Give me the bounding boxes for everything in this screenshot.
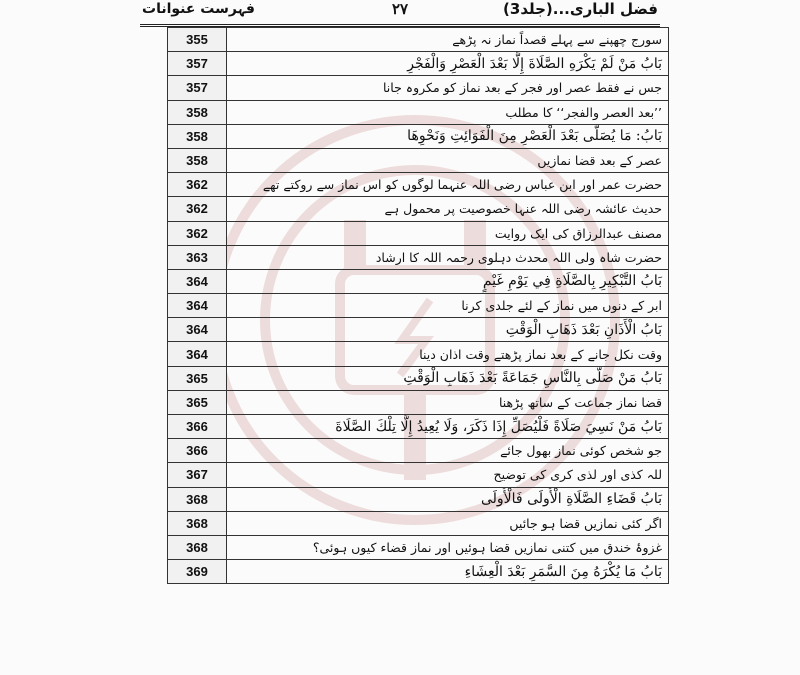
table-row	[168, 342, 669, 366]
contents-table	[167, 27, 669, 584]
page-number-cell: 368	[168, 535, 227, 559]
page-number-cell: 364	[168, 342, 227, 366]
topic-title-cell: حدیث عائشہ رضی اللہ عنہا خصوصیت پر محمول ہے	[227, 197, 669, 221]
topic-title-cell: اگر کئی نمازیں قضا ہو جائیں	[227, 511, 669, 535]
table-row	[168, 245, 669, 269]
topic-title-cell: حضرت عمر اور ابن عباس رضی اللہ عنہما لوگوں کو اس نماز سے روکتے تھے	[227, 173, 669, 197]
page-number-cell: 368	[168, 511, 227, 535]
chapter-heading-cell: بَابُ الْأَذَانِ بَعْدَ ذَهَابِ الْوَقْتِ	[227, 318, 669, 342]
table-row	[168, 221, 669, 245]
page-number-cell: 362	[168, 173, 227, 197]
table-row	[168, 173, 669, 197]
topic-title-cell: سورج چھپنے سے پہلے قصداً نماز نہ پڑھے	[227, 28, 669, 52]
page-number-cell: 364	[168, 294, 227, 318]
page-number-cell: 357	[168, 76, 227, 100]
topic-title-cell: ابر کے دنوں میں نماز کے لئے جلدی کرنا	[227, 294, 669, 318]
page-number-cell: 362	[168, 197, 227, 221]
page-number-cell: 365	[168, 390, 227, 414]
table-row	[168, 197, 669, 221]
topic-title-cell: للہ کذی اور لذی کری کی توضیح	[227, 463, 669, 487]
page-number-cell: 366	[168, 415, 227, 439]
chapter-heading-cell: بَابُ مَنْ لَمْ يَكْرَهِ الصَّلَاةَ إِلَّا بَعْدَ الْعَصْرِ وَالْفَجْرِ	[227, 52, 669, 76]
chapter-heading-cell: بَابُ مَنْ صَلَّى بِالنَّاسِ جَمَاعَةً بَعْدَ ذَهَابِ الْوَقْتِ	[227, 366, 669, 390]
table-row	[168, 366, 669, 390]
page-number-cell: 358	[168, 148, 227, 172]
topic-title-cell: قضا نماز جماعت کے ساتھ پڑھنا	[227, 390, 669, 414]
page-number-cell: 364	[168, 269, 227, 293]
table-row	[168, 124, 669, 148]
table-row	[168, 100, 669, 124]
table-row	[168, 269, 669, 293]
chapter-heading-cell: بَابُ مَا يُكْرَهُ مِنَ السَّمَرِ بَعْدَ الْعِشَاءِ	[227, 560, 669, 584]
chapter-heading-cell: بَابُ مَنْ نَسِيَ صَلَاةً فَلْيُصَلِّ إِذَا ذَكَرَ، وَلَا يُعِيدُ إِلَّا تِلْكَ الصَّلَاةَ	[227, 415, 669, 439]
table-row	[168, 52, 669, 76]
topic-title-cell: عصر کے بعد قضا نمازیں	[227, 148, 669, 172]
book-title: فضل الباری...(جلد3)	[503, 0, 658, 18]
table-row	[168, 148, 669, 172]
topic-title-cell: ’’بعد العصر والفجر‘‘ کا مطلب	[227, 100, 669, 124]
topic-title-cell: وقت نکل جانے کے بعد نماز پڑھتے وقت اذان دینا	[227, 342, 669, 366]
table-row	[168, 463, 669, 487]
page-number-cell: 368	[168, 487, 227, 511]
page-number-cell: 358	[168, 124, 227, 148]
table-row	[168, 294, 669, 318]
page-number-cell: 365	[168, 366, 227, 390]
table-row	[168, 318, 669, 342]
page-number-cell: 364	[168, 318, 227, 342]
page-number-cell: 357	[168, 52, 227, 76]
page-number-cell: 369	[168, 560, 227, 584]
topic-title-cell: مصنف عبدالرزاق کی ایک روایت	[227, 221, 669, 245]
topic-title-cell: حضرت شاہ ولی اللہ محدث دہلوی رحمہ اللہ کا ارشاد	[227, 245, 669, 269]
table-row	[168, 415, 669, 439]
page-number: ۲۷	[391, 0, 409, 18]
page-number-cell: 366	[168, 439, 227, 463]
topic-title-cell: جس نے فقط عصر اور فجر کے بعد نماز کو مکروہ جانا	[227, 76, 669, 100]
table-row	[168, 511, 669, 535]
table-row	[168, 390, 669, 414]
table-row	[168, 28, 669, 52]
topic-title-cell: جو شخص کوئی نماز بھول جائے	[227, 439, 669, 463]
section-title: فہرست عنوانات	[142, 1, 255, 17]
page-number-cell: 355	[168, 28, 227, 52]
table-row	[168, 439, 669, 463]
table-row	[168, 76, 669, 100]
page-number-cell: 363	[168, 245, 227, 269]
table-row	[168, 560, 669, 584]
chapter-heading-cell: بَابُ التَّبْكِيرِ بِالصَّلَاةِ فِي يَوْمِ غَيْمٍ	[227, 269, 669, 293]
chapter-heading-cell: بَابُ: مَا يُصَلَّى بَعْدَ الْعَصْرِ مِنَ الْفَوَائِتِ وَنَحْوِهَا	[227, 124, 669, 148]
page-number-cell: 362	[168, 221, 227, 245]
page-number-cell: 358	[168, 100, 227, 124]
chapter-heading-cell: بَابُ قَضَاءِ الصَّلَاةِ الْأُولَى فَالْأُولَى	[227, 487, 669, 511]
page-number-cell: 367	[168, 463, 227, 487]
table-row	[168, 535, 669, 559]
page-header	[140, 0, 660, 27]
topic-title-cell: غزوۂ خندق میں کتنی نمازیں قضا ہوئیں اور نماز قضاء کیوں ہوئی؟	[227, 535, 669, 559]
table-row	[168, 487, 669, 511]
